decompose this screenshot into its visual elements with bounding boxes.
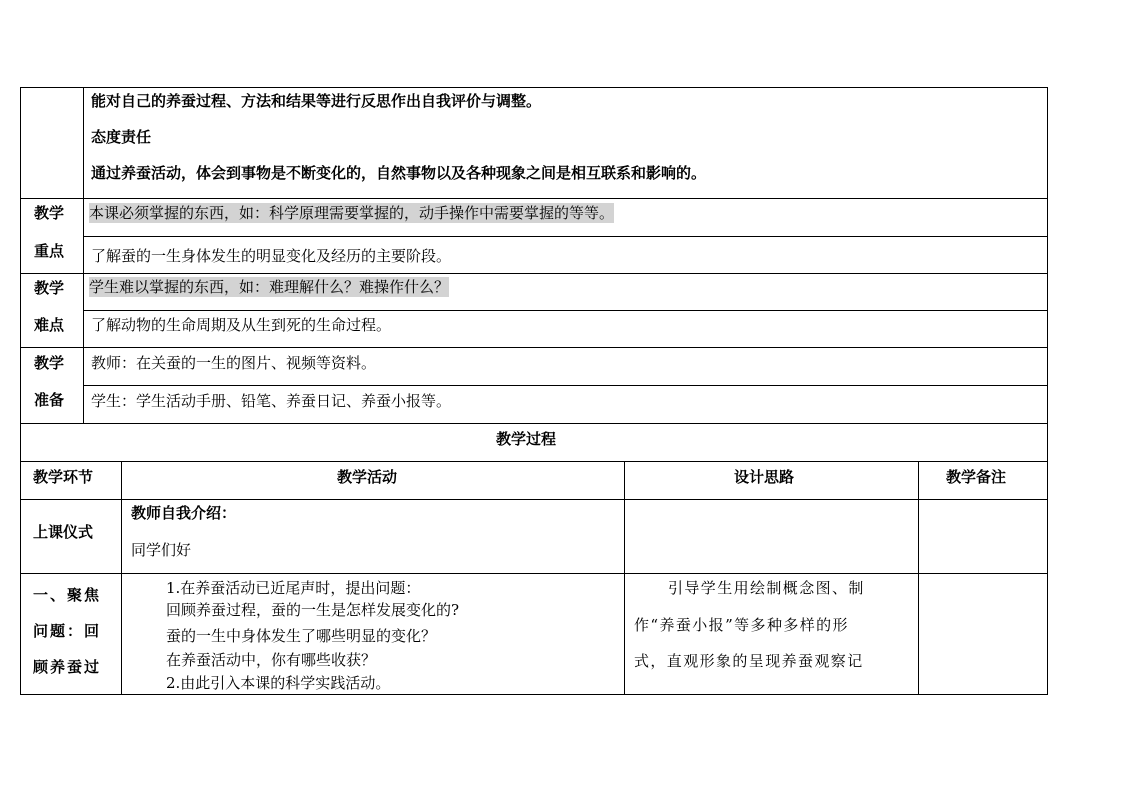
stage-ceremony: 上课仪式	[33, 523, 94, 541]
row-subdivider	[83, 385, 1048, 386]
difficulties-content: 了解动物的生命周期及从生到死的生命过程。	[91, 316, 392, 334]
header-design: 设计思路	[734, 468, 795, 486]
preparation-label-2: 准备	[34, 391, 65, 409]
stage-focus-line-2: 问题：回	[33, 622, 102, 640]
row-divider	[20, 461, 1048, 462]
row-subdivider	[83, 236, 1048, 237]
table-border-right	[1047, 87, 1048, 695]
row-divider	[20, 499, 1048, 500]
preparation-student: 学生：学生活动手册、铅笔、养蚕日记、养蚕小报等。	[91, 392, 452, 410]
design-line-2: 作“养蚕小报”等多种多样的形	[634, 616, 849, 634]
difficulties-label-1: 教学	[34, 279, 65, 297]
stage-column-divider	[121, 461, 122, 695]
activity-line-2: 回顾养蚕过程，蚕的一生是怎样发展变化的?	[166, 601, 460, 619]
key-points-label-1: 教学	[34, 204, 65, 222]
table-border-bottom	[20, 694, 1048, 695]
row-subdivider	[83, 310, 1048, 311]
activity-column-divider	[624, 461, 625, 695]
activity-line-3: 蚕的一生中身体发生了哪些明显的变化？	[166, 627, 437, 645]
activity-greeting: 同学们好	[131, 541, 192, 559]
header-activity: 教学活动	[337, 468, 398, 486]
preparation-label-1: 教学	[34, 354, 65, 372]
key-points-hint: 本课必须掌握的东西，如：科学原理需要掌握的，动手操作中需要掌握的等等。	[89, 204, 615, 222]
key-points-content: 了解蚕的一生身体发生的明显变化及经历的主要阶段。	[91, 247, 452, 265]
difficulties-label-2: 难点	[34, 316, 65, 334]
header-notes: 教学备注	[946, 468, 1007, 486]
row-divider	[20, 423, 1048, 424]
table-border-left	[20, 87, 21, 695]
row-divider	[20, 347, 1048, 348]
activity-line-1: 1.在养蚕活动已近尾声时，提出问题：	[166, 579, 421, 597]
design-line-3: 式，直观形象的呈现养蚕观察记	[634, 652, 864, 670]
design-line-1: 引导学生用绘制概念图、制	[668, 579, 865, 597]
activity-line-5: 2.由此引入本课的科学实践活动。	[166, 674, 391, 692]
row-divider	[20, 573, 1048, 574]
attitude-heading: 态度责任	[91, 128, 152, 146]
stage-focus-line-1: 一、聚焦	[33, 586, 102, 604]
stage-focus-line-3: 顾养蚕过	[33, 658, 102, 676]
difficulties-hint: 学生难以掌握的东西，如：难理解什么？难操作什么？	[89, 278, 450, 296]
label-column-divider	[83, 87, 84, 423]
design-column-divider	[918, 461, 919, 695]
row-divider	[20, 273, 1048, 274]
activity-line-4: 在养蚕活动中，你有哪些收获？	[166, 651, 377, 669]
key-points-label-2: 重点	[34, 242, 65, 260]
preparation-teacher: 教师：在关蚕的一生的图片、视频等资料。	[91, 354, 377, 372]
objective-reflection-text: 能对自己的养蚕过程、方法和结果等进行反思作出自我评价与调整。	[91, 92, 542, 110]
activity-self-intro-title: 教师自我介绍：	[131, 504, 237, 522]
table-border-top	[20, 87, 1048, 88]
row-divider	[20, 198, 1048, 199]
process-title: 教学过程	[496, 430, 557, 448]
header-stage: 教学环节	[33, 468, 94, 486]
objective-attitude-text: 通过养蚕活动，体会到事物是不断变化的，自然事物以及各种现象之间是相互联系和影响的。	[91, 164, 707, 182]
